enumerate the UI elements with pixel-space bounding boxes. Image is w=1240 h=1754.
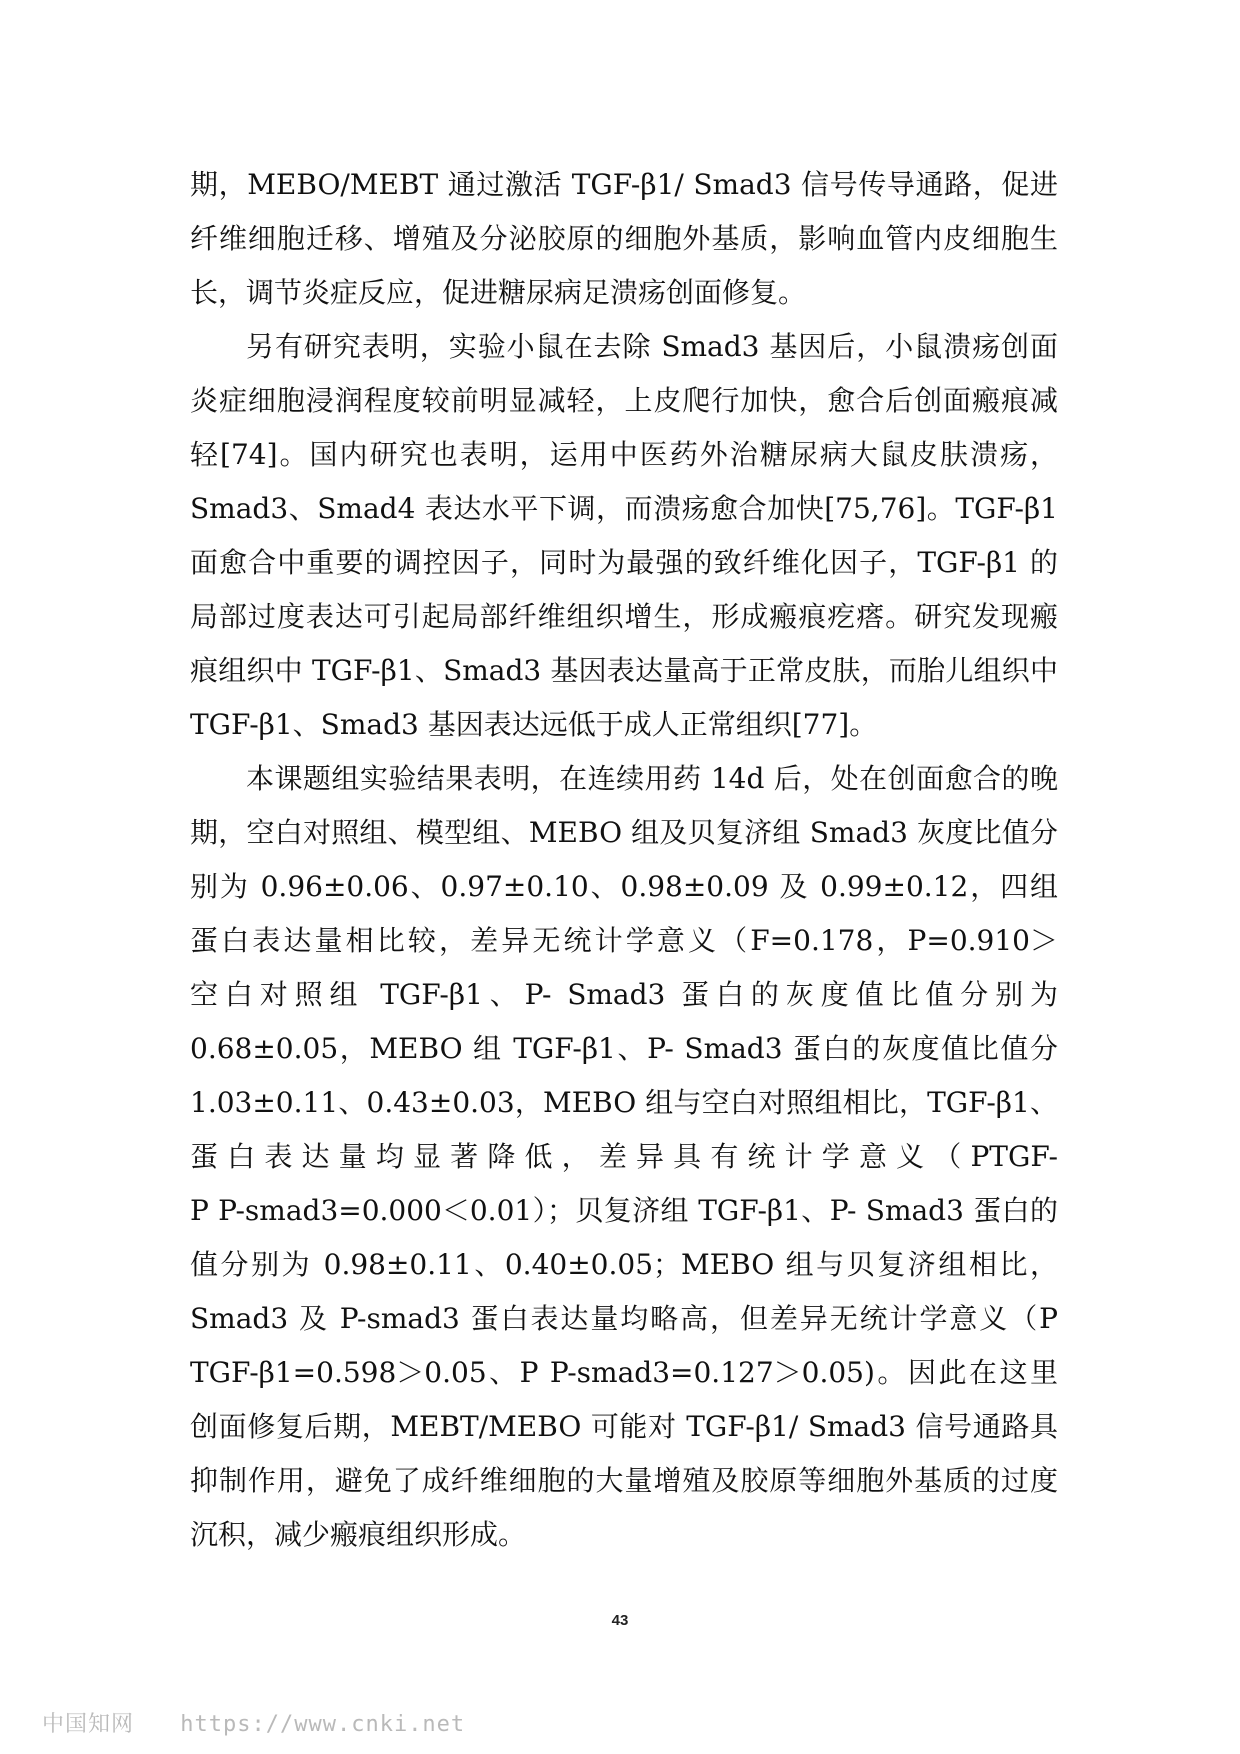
text-line: 蛋白表达量均显著降低，差异具有统计学意义（PTGF- (190, 1140, 1058, 1173)
paragraph-1 (190, 158, 1058, 320)
text-line: Smad3 及 P-smad3 蛋白表达量均略高，但差异无统计学意义（P (190, 1302, 1058, 1335)
text-line: TGF-β1、Smad3 基因表达远低于成人正常组织[77]。 (190, 708, 878, 741)
paragraph-3 (190, 752, 1058, 1562)
watermark-url: https://www.cnki.net (180, 1712, 466, 1737)
text-line: Smad3、Smad4 表达水平下调，而溃疡愈合加快[75,76]。TGF-β1 (190, 492, 1058, 525)
text-line: 沉积，减少瘢痕组织形成。 (190, 1518, 527, 1551)
text-line: 期，空白对照组、模型组、MEBO 组及贝复济组 Smad3 灰度比值分 (190, 816, 1058, 849)
page-number: 43 (611, 1612, 629, 1629)
text-line: 蛋白表达量相比较，差异无统计学意义（F=0.178，P=0.910＞ (190, 924, 1058, 957)
text-line: 值分别为 0.98±0.11、0.40±0.05；MEBO 组与贝复济组相比， (190, 1248, 1058, 1281)
text-line: 纤维细胞迁移、增殖及分泌胶原的细胞外基质，影响血管内皮细胞生 (190, 222, 1058, 255)
text-line: 本课题组实验结果表明，在连续用药 14d 后，处在创面愈合的晚 (246, 762, 1058, 795)
text-line: 创面修复后期，MEBT/MEBO 可能对 TGF-β1/ Smad3 信号通路具 (190, 1410, 1058, 1443)
text-line: 1.03±0.11、0.43±0.03，MEBO 组与空白对照组相比，TGF-β1、 (190, 1086, 1058, 1119)
paragraph-2 (190, 320, 1058, 752)
text-line: P P-smad3=0.000＜0.01）；贝复济组 TGF-β1、P- Smad3 蛋白的 (190, 1194, 1058, 1227)
text-line: TGF-β1=0.598＞0.05、P P-smad3=0.127＞0.05)。因此在这里 (190, 1356, 1058, 1389)
page-body (190, 158, 1058, 1562)
text-line: 0.68±0.05，MEBO 组 TGF-β1、P- Smad3 蛋白的灰度值比值分 (190, 1032, 1058, 1065)
watermark (42, 1707, 465, 1738)
text-line: 另有研究表明，实验小鼠在去除 Smad3 基因后，小鼠溃疡创面 (246, 330, 1058, 363)
text-line: 炎症细胞浸润程度较前明显减轻，上皮爬行加快，愈合后创面瘢痕减 (190, 384, 1058, 417)
text-line: 痕组织中 TGF-β1、Smad3 基因表达量高于正常皮肤，而胎儿组织中 (190, 654, 1058, 687)
text-line: 面愈合中重要的调控因子，同时为最强的致纤维化因子，TGF-β1 的 (190, 546, 1058, 579)
text-line: 局部过度表达可引起局部纤维组织增生，形成瘢痕疙瘩。研究发现瘢 (190, 600, 1058, 633)
text-line: 长，调节炎症反应，促进糖尿病足溃疡创面修复。 (190, 276, 807, 309)
watermark-site-name: 中国知网 (42, 1712, 135, 1737)
text-line: 空白对照组 TGF-β1、P- Smad3 蛋白的灰度值比值分别为 (190, 978, 1058, 1011)
text-line: 抑制作用，避免了成纤维细胞的大量增殖及胶原等细胞外基质的过度 (190, 1464, 1058, 1497)
text-line: 轻[74]。国内研究也表明，运用中医药外治糖尿病大鼠皮肤溃疡， (190, 438, 1058, 471)
text-line: 别为 0.96±0.06、0.97±0.10、0.98±0.09 及 0.99±0.12，四组 (190, 870, 1058, 903)
text-line: 期，MEBO/MEBT 通过激活 TGF-β1/ Smad3 信号传导通路，促进 (190, 168, 1058, 201)
